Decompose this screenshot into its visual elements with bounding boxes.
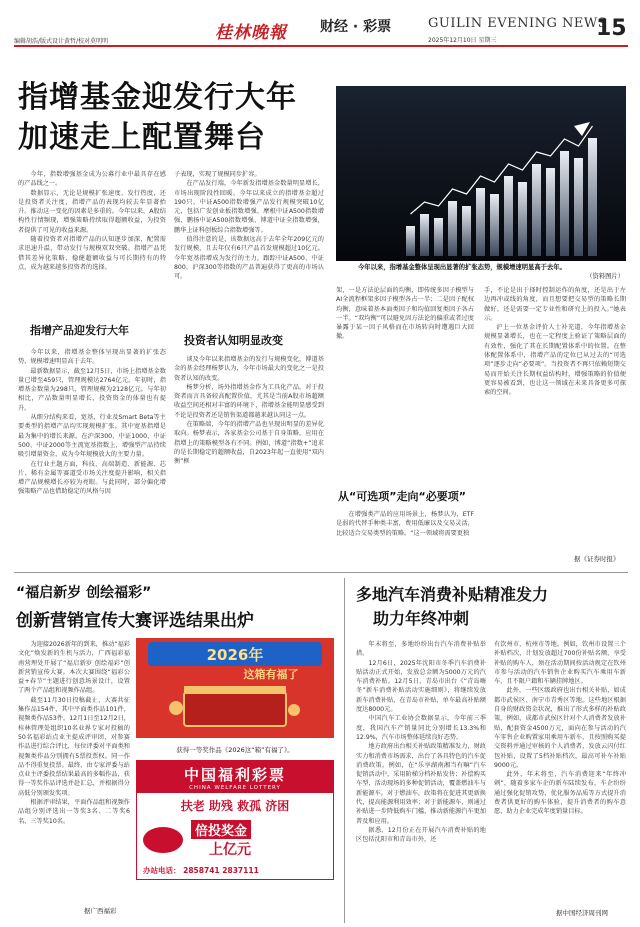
main-col-2b [174, 355, 324, 565]
paragraph: 从细分结构来看，宽基、行业及Smart Beta等主要类型的指增产品均实现规模扩张。其中宽基指增是最为集中的增长来源。在沪深300、中证1000、中证500、中证2000等主流宽基指数上，增强型产品持续吸引增量资金，成为今年规模放大的主要力量。 [18, 414, 166, 459]
hero-bar [462, 206, 471, 256]
paragraph: 数据显示，无论是规模扩张速度、发行热度，还是投资者关注度，指增产品的表现均较去年显著抬升。推动这一变化的因素是多重的。今年以来，A股结构性行情频现，增强策略持续取得超额收益，为投资者提供了可见的收益来源。 [18, 189, 166, 234]
main-col-4 [484, 286, 626, 548]
left-story-title-1: “福启新岁 创绘福彩” [16, 585, 152, 601]
paragraph: 地方政府出台相关补贴政策精准发力，财政实力和消费市场需求，出台了各具特色的汽车促消费政策。例如，在“乐享湖南湘当有嘛”汽车促销活动中，采用阶梯分档补贴发售；补偿购买车型，活动现场的多种促销活动，覆盖燃油车与新能源车。对于燃油车，政策将在促进其更新换代，提高能源利用效率；对于新能源车，则通过补贴进一步降低购车门槛，推动新能源汽车更加普及和应用。 [356, 743, 486, 825]
hero-bar [406, 226, 415, 256]
subhead-2: 投资者认知明显改变 [184, 334, 283, 347]
main-col-3b [336, 510, 474, 566]
hero-bar [476, 188, 485, 256]
main-col-1 [18, 170, 166, 290]
jackpot-block [137, 818, 333, 863]
paragraph: 年末将至，多地纷纷出台汽车消费补贴举措。 [356, 641, 486, 658]
paragraph: 杨梦分析，场外指增基金作为工具化产品，对于投资者而言具备较高配置价值，尤其是当前A股市场超额收益空间还相对丰富的环境下，指增基金能明显感受到不论是投资者还是销售渠道都越来越认同这一点。 [174, 383, 324, 419]
lottery-name: 中国福利彩票 [183, 766, 286, 784]
lottery-slogan: 扶老 助残 救孤 济困 [180, 799, 290, 813]
paragraph: 最新数据显示，截至12月5日，市场上指增基金数量已增至459只，管理规模达2764亿元。年初时，指增基金数量为298只，管理规模为2128亿元。与年初相比，产品数量明显增长，投资资金的体量也有提升。 [18, 367, 166, 412]
paragraph: 架，一是方法论层面的均衡，即传统多因子模型与AI全流程框架多因子模型各占一半；二是因子配权均衡，意味着基本面类因子和均值回复类因子各占一半。“双均衡”可以避免因方法论的偏重或者过度暴露于某一因子风格而在市场转向时遭遇巨大回撤。 [336, 287, 474, 341]
hero-bar [504, 176, 513, 256]
hotline-number: 2858741 2837111 [183, 866, 259, 875]
left-story-title-2: 创新营销宣传大赛评选结果出炉 [16, 611, 254, 631]
main-col-2 [174, 170, 324, 320]
paragraph: 值得注意的是，该数据远高于去年全年209亿元的发行规模，且去年仅有6只产品首发规模超过10亿元。今年宽基指增成为发行的主力，跟踪中证A500、中证800、沪深300等指数的产品普遍获得了更高的市场认可。 [174, 236, 324, 281]
hero-bar [518, 182, 527, 256]
poster-banner: 2026年 [206, 646, 264, 664]
paragraph: 中国汽车工业协会数据显示，今年前三季度，我国汽车产销量同比分别增长13.3%和12.9%，汽车市场整体延续良好态势。 [356, 715, 486, 741]
paragraph: 根据评审结果，平面作品组和视频作品组分别评选出一等奖3名、二等奖6名、三等奖10名。 [18, 799, 130, 825]
hero-caption-text: 今年以来，指增基金整体呈现出显著的扩张态势，规模增速明显高于去年。 [358, 264, 566, 271]
subhead-1: 指增产品迎发行大年 [30, 324, 129, 337]
poster-subtitle: 这箱有福了 [243, 668, 299, 681]
paragraph: 今年，指数增强基金成为公募行业中最具存在感的产品线之一。 [18, 171, 166, 188]
hero-bar [532, 164, 541, 256]
newspaper-english-name: GUILIN EVENING NEWS [428, 16, 608, 31]
poster-caption: 获得一等奖作品《2026这“箱”有福了》。 [176, 746, 294, 754]
horizontal-divider [14, 572, 628, 573]
headline-line-1: 指增基金迎发行大年 [18, 80, 297, 115]
paragraph: 在策略端，今年的指增产品也呈现出明显的差异化取向。杨梦表示，各家基金公司基于自身策略，应用在指增上的策略模型各有不同。例如，博道“指数+”追求的是长期稳定的超额收益，自2023年起一直使用“双内衡”框 [174, 421, 324, 466]
paragraph: 今年以来，指增基金整体呈现出显著的扩张态势，规模增速明显高于去年。 [18, 349, 166, 366]
paragraph: 为迎接2026新年的到来，推动“福彩文化”焕发新的生机与活力，广西福彩福南营理处开展了“福启新岁 创绘福彩”创新营销宣传大赛。本次大赛围绕“福彩公益+春节”主题进行创意场景设计，设置了两个产品组和视频作品组。 [18, 641, 130, 695]
paragraph: 截至11月30日投稿截止，大赛共征集作品154件，其中平面类作品101件，视频类作品53件。12月1日至12月2日，桂林管理处组织10名业界专家对投稿的50名福彩站点业主提成评审团，对参赛作品进行综合评比，每位评委对平面类和视频类作品分别拥有5票投票权。同一作品不得重复投票。最终，由专家评委与站点业主评委投票结果最高的多幅作品，获得一等奖作品评选并赴汇总，并根据得分高低分别颁发奖项。 [18, 696, 130, 797]
hero-bar [420, 214, 429, 256]
hero-caption-source: （资料图片） [586, 273, 624, 280]
right-story-title-2: 助力年终冲刺 [373, 609, 470, 628]
hotline-row [137, 863, 333, 879]
headline-line-2: 加速走上配置舞台 [18, 120, 266, 155]
main-col-1b [18, 348, 166, 563]
issue-date: 2025年12月10日 星期三 [428, 37, 497, 44]
vertical-divider [344, 578, 345, 923]
paragraph: 有饮州市、杭州市等地。例如，钦州市设置三个补贴档次，计划发放超过700份补贴名额，享受补贴的购车人，须在活动期间按活动规定在钦州市参与活动的汽车销售企业购买汽车乘用车新车，且不限户籍和车辆挂牌地区。 [494, 641, 626, 686]
subhead-3: 从“可选项”走向“必要项” [338, 490, 466, 503]
hero-bar [448, 201, 457, 256]
main-headline [18, 78, 297, 158]
right-story-title-1: 多地汽车消费补贴精准发力 [356, 585, 549, 604]
paragraph: 在增强类产品的应用场景上，杨梦认为，ETF是弱的代替手种类丰富，费用低廉以及交易灵活，比较适合交易类型的策略。“这一领域将需要更独 [336, 511, 474, 537]
masthead [0, 0, 640, 48]
section-title: 财经 · 彩票 [320, 19, 392, 35]
masthead-rule [14, 45, 628, 47]
lottery-ad [136, 760, 334, 880]
right-story-credit: 据中国经济周刊网 [556, 909, 608, 917]
hero-bar [588, 138, 597, 256]
right-story-col-2 [494, 640, 626, 906]
hero-caption [358, 263, 624, 281]
editor-credits: 编辑胡浩/版式设计黄哲/校对莫明明 [14, 38, 109, 45]
paragraph: 沪上一位基金评价人士补充道，今年指增基金规模显著增长，也在一定程度上验证了策略层面的有效性，强化了其在长期配置体系中的位置。在整体配置体系中，指增产品的定位已从过去的“可选项”逐步走向“必要项”。当投资者不再只依赖短期交易而开始关注长期权益结构时，增强策略的价值便更容易被看到，也让这一领域在未来具备更多可探索的空间。 [484, 324, 626, 397]
page-number: 15 [596, 16, 627, 41]
hero-bar [490, 194, 499, 256]
main-col-3 [336, 286, 474, 396]
lottery-logo-icon [143, 827, 183, 853]
newspaper-logo: 桂林晚報 [215, 23, 287, 43]
paragraph: 此外，年末将至，汽车消费迎来“年终冲刺”，随着多家车企的新车陆续发布，车企纷纷通过强化促销攻势，优化服务品质等方式提升消费者供更好的购车体验，提升消费者的购车意愿，助力企业完成年度销量目标。 [494, 771, 626, 816]
hotline-label: 办站电话： [143, 866, 181, 875]
lottery-name-en: CHINA WELFARE LOTTERY [189, 785, 281, 791]
lottery-ad-header [137, 761, 333, 793]
main-story-credit: 据《证券时报》 [574, 555, 620, 563]
hero-bar [560, 151, 569, 256]
paragraph: 据悉，12月份正在开展汽车消费补贴的地区包括沈阳市和青岛市外，还 [356, 826, 486, 844]
paragraph: 子表现，实现了规模同步扩容。 [174, 171, 261, 178]
left-story-col [18, 640, 130, 904]
paragraph: 此外，一些区级政府也出台相关补贴，如成都市武侯区、南宁市青秀区等地。这些地区根据自身的财政资金状况，推出了形式多样的补贴政策。例如，成都市武侯区针对个人消费者发放补贴，配套资金4500万元，面向在参与活动的汽车零售企业购置家用乘用车新车，且按照购买提交资料并通过审核的个人消费者，发放云闪付红包补贴，设置了5档补贴档次，最高可补车补贴9000元。 [494, 687, 626, 769]
jackpot-line-2: 上亿元 [209, 842, 252, 858]
poster-artwork [136, 638, 334, 738]
jackpot-line-1: 倍投奖金 [191, 820, 251, 839]
paragraph: 谈及今年以来指增基金的发行与规模变化，博道基金的基金经理杨梦认为，今年市场最大的变化之一是投资者认知的改变。 [174, 356, 324, 382]
hero-bar [434, 218, 443, 256]
left-story-credit: 据广西福彩 [84, 907, 117, 915]
right-story-col-1 [356, 640, 486, 920]
hero-chart-photo [336, 86, 626, 261]
lottery-poster [136, 638, 334, 900]
paragraph: 在行业主题方面，科技、高端制造、新能源、芯片、稀有金属等赛道受市场关注度提升影响，相关指增产品规模增长亦较为亮眼。与此同时，部分偏化增强策略产品也借助稳定的风格与因 [18, 460, 166, 496]
hero-bar [546, 168, 555, 256]
paragraph: 手，不论是出于择时控制运作的角度，还是出于左边再冲或线的角度，而且想要把交易型的策略长期做好，还是需要一定专业性和研究上的投入。”她表示。 [484, 287, 626, 322]
paragraph: 12月6日，2025年沈阳市冬季汽车消费补贴活动正式开始，发放总金额为5000万元的汽车消费补贴。12月5日，青岛市出台《“青岛嗨冬”新车消费补贴活动实施细则》，将继续发放新车消费补贴，在青岛市补贴，单车最高补贴额度达8000元。 [356, 659, 486, 714]
paragraph: 随着投资者对指增产品的认知逐步加深，配置需求迅速升温，带动发行与规模双双突破。指增产品凭借其差异化策略、稳健超额收益与可长期持有的特点，成为越来越多投资者的选择。 [18, 236, 166, 271]
hero-bar [574, 158, 583, 256]
paragraph: 在产品发行端，今年新发指增基金数量明显增长，市场出现阶段性回暖。今年以来成立的指增基金超过190只，中证A500指数增强产品发行规模突破10亿元，包括广发创业板指数增强、摩根中证A500指数增强、鹏扬中证A500指数增强、博道中证全指数增强，鹏华上证科创板综合指数增强等。 [174, 180, 324, 234]
